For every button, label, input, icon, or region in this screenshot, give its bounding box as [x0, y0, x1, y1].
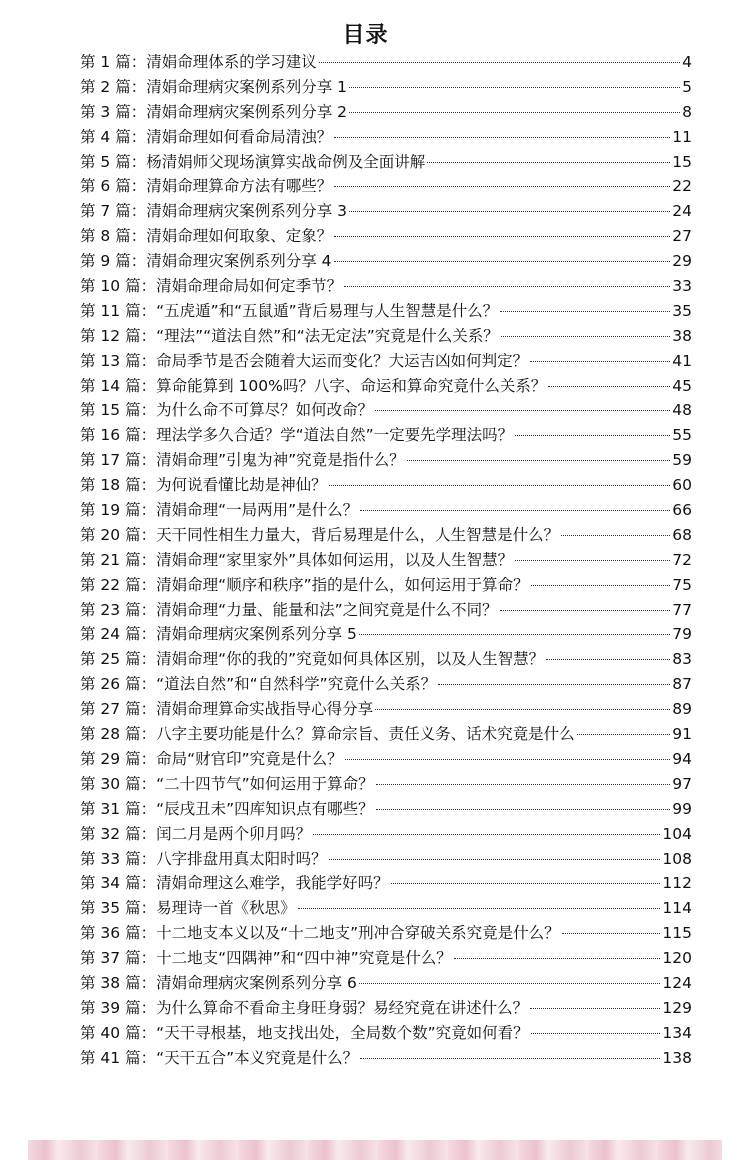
toc-entry[interactable] [80, 150, 692, 175]
toc-page-number: 60 [672, 476, 692, 495]
toc-entry[interactable] [80, 747, 692, 772]
toc-leader-dots [546, 659, 670, 660]
toc-leader-dots [391, 883, 661, 884]
toc-page-number: 8 [682, 102, 692, 121]
toc-entry[interactable] [80, 1021, 692, 1046]
toc-leader-dots [515, 560, 670, 561]
toc-entry-title: 第 1 篇：清娟命理体系的学习建议 [80, 53, 317, 71]
toc-entry[interactable] [80, 1046, 692, 1071]
toc-page-number: 104 [662, 824, 692, 843]
toc-leader-dots [500, 311, 670, 312]
toc-entry[interactable] [80, 971, 692, 996]
toc-page-number: 27 [672, 227, 692, 246]
toc-page-number: 38 [672, 326, 692, 345]
toc-leader-dots [562, 933, 661, 934]
toc-leader-dots [360, 1058, 660, 1059]
toc-leader-dots [454, 958, 661, 959]
toc-page-number: 79 [672, 625, 692, 644]
toc-page-number: 35 [672, 301, 692, 320]
toc-leader-dots [313, 834, 660, 835]
toc-leader-dots [376, 784, 671, 785]
toc-entry[interactable] [80, 697, 692, 722]
toc-page-number: 112 [662, 874, 692, 893]
toc-entry[interactable] [80, 622, 692, 647]
toc-entry-title: 第 11 篇：“五虎遁”和“五鼠遁”背后易理与人生智慧是什么？ [80, 301, 499, 320]
toc-page-number: 11 [672, 127, 692, 146]
toc-entry[interactable] [80, 921, 692, 946]
toc-entry-title: 第 30 篇：“二十四节气”如何运用于算命？ [80, 774, 374, 793]
toc-leader-dots [334, 137, 670, 138]
toc-leader-dots [561, 535, 670, 536]
toc-page-number: 41 [672, 351, 692, 370]
toc-entry-title: 第 38 篇：清娟命理病灾案例系列分享 6 [80, 973, 357, 992]
toc-page-number: 114 [662, 899, 692, 918]
toc-page-number: 45 [672, 376, 692, 395]
toc-page-number: 59 [672, 451, 692, 470]
toc-page-number: 97 [672, 774, 692, 793]
toc-page-number: 22 [672, 177, 692, 196]
toc-leader-dots [344, 286, 670, 287]
toc-entry[interactable] [80, 299, 692, 324]
toc-page-number: 4 [682, 53, 692, 71]
toc-entry-title: 第 13 篇：命局季节是否会随着大运而变化？大运吉凶如何判定？ [80, 351, 529, 370]
toc-entry-title: 第 34 篇：清娟命理这么难学，我能学好吗？ [80, 874, 389, 893]
toc-entry-title: 第 33 篇：八字排盘用真太阳时吗？ [80, 849, 327, 868]
toc-leader-dots [376, 809, 671, 810]
toc-leader-dots [500, 610, 671, 611]
toc-entry-title: 第 31 篇：“辰戌丑未”四库知识点有哪些？ [80, 799, 374, 818]
toc-entry-title: 第 6 篇：清娟命理算命方法有哪些？ [80, 177, 333, 196]
toc-page-number: 124 [662, 973, 692, 992]
toc-entry-title: 第 35 篇：易理诗一首《秋思》 [80, 899, 296, 918]
toc-entry-title: 第 2 篇：清娟命理病灾案例系列分享 1 [80, 77, 348, 96]
toc-page-number: 83 [672, 650, 692, 669]
toc-entry[interactable] [80, 374, 692, 399]
toc-entry-title: 第 18 篇：为何说看懂比劫是神仙？ [80, 476, 327, 495]
toc-entry-title: 第 9 篇：清娟命理灾案例系列分享 4 [80, 252, 332, 271]
toc-entry-title: 第 37 篇：十二地支“四隅神”和“四中神”究竟是什么？ [80, 949, 452, 968]
toc-entry[interactable] [80, 398, 692, 423]
toc-leader-dots [531, 585, 671, 586]
toc-entry-title: 第 39 篇：为什么算命不看命主身旺身弱？易经究竟在讲述什么？ [80, 998, 529, 1017]
toc-leader-dots [345, 759, 671, 760]
toc-entry-title: 第 19 篇：清娟命理“一局两用”是什么？ [80, 501, 359, 520]
toc-entry-title: 第 17 篇：清娟命理”引鬼为神”究竟是指什么？ [80, 451, 405, 470]
toc-entry[interactable] [80, 349, 692, 374]
toc-entry-title: 第 40 篇：“天干寻根基，地支找出处，全局数个数”究竟如何看？ [80, 1023, 529, 1042]
toc-leader-dots [375, 709, 670, 710]
toc-page-number: 99 [672, 799, 692, 818]
toc-entry-title: 第 36 篇：十二地支本义以及“十二地支”刑冲合穿破关系究竟是什么？ [80, 924, 560, 943]
toc-entry-title: 第 15 篇：为什么命不可算尽？如何改命？ [80, 401, 374, 420]
toc-entry[interactable] [80, 548, 692, 573]
toc-entry-title: 第 23 篇：清娟命理“力量、能量和法”之间究竟是什么不同？ [80, 600, 498, 619]
toc-leader-dots [531, 1033, 661, 1034]
toc-entry[interactable] [80, 523, 692, 548]
toc-entry-title: 第 26 篇：“道法自然”和“自然科学”究竟什么关系？ [80, 675, 437, 694]
toc-leader-dots [329, 859, 661, 860]
toc-leader-dots [359, 634, 670, 635]
toc-page-number: 75 [672, 575, 692, 594]
toc-entry[interactable] [80, 946, 692, 971]
toc-entry-title: 第 20 篇：天干同性相生力量大，背后易理是什么，人生智慧是什么？ [80, 525, 560, 544]
toc-page-number: 120 [662, 949, 692, 968]
toc-leader-dots [530, 1008, 660, 1009]
toc-entry[interactable] [80, 125, 692, 150]
toc-entry-title: 第 28 篇：八字主要功能是什么？算命宗旨、责任义务、话术究竟是什么 [80, 725, 575, 744]
toc-entry[interactable] [80, 996, 692, 1021]
toc-leader-dots [329, 485, 671, 486]
toc-entry[interactable] [80, 448, 692, 473]
toc-entry-title: 第 4 篇：清娟命理如何看命局清浊？ [80, 127, 333, 146]
toc-leader-dots [349, 112, 680, 113]
toc-page-number: 77 [672, 600, 692, 619]
toc-entry[interactable] [80, 573, 692, 598]
toc-entry-title: 第 29 篇：命局“财官印”究竟是什么？ [80, 749, 343, 768]
toc-entry[interactable] [80, 847, 692, 872]
toc-page-number: 87 [672, 675, 692, 694]
toc-leader-dots [427, 162, 670, 163]
toc-leader-dots [319, 62, 680, 63]
toc-entry[interactable] [80, 249, 692, 274]
toc-entry-title: 第 7 篇：清娟命理病灾案例系列分享 3 [80, 202, 348, 221]
toc-leader-dots [359, 983, 661, 984]
toc-leader-dots [349, 87, 680, 88]
toc-entry-title: 第 22 篇：清娟命理“顺序和秩序”指的是什么，如何运用于算命？ [80, 575, 529, 594]
toc-page-number: 33 [672, 277, 692, 296]
toc-page-number: 29 [672, 252, 692, 271]
toc-entry[interactable] [80, 423, 692, 448]
toc-entry-title: 第 24 篇：清娟命理病灾案例系列分享 5 [80, 625, 357, 644]
toc-entry-title: 第 12 篇：“理法”“道法自然”和“法无定法”究竟是什么关系？ [80, 326, 499, 345]
toc-entry[interactable] [80, 672, 692, 697]
toc-entry[interactable] [80, 274, 692, 299]
toc-entry[interactable] [80, 722, 692, 747]
toc-entry-title: 第 41 篇：“天干五合”本义究竟是什么？ [80, 1048, 359, 1067]
blurred-watermark-strip [28, 1140, 722, 1160]
toc-entry-title: 第 14 篇：算命能算到 100%吗？八字、命运和算命究竟什么关系？ [80, 376, 547, 395]
toc-page-number: 5 [682, 77, 692, 96]
toc-entry[interactable] [80, 473, 692, 498]
toc-entry[interactable] [80, 199, 692, 224]
toc-entry-title: 第 21 篇：清娟命理“家里家外”具体如何运用，以及人生智慧？ [80, 550, 514, 569]
toc-leader-dots [360, 510, 670, 511]
toc-leader-dots [349, 211, 670, 212]
toc-page-number: 89 [672, 700, 692, 719]
toc-leader-dots [515, 435, 670, 436]
toc-entry[interactable] [80, 822, 692, 847]
toc-page-number: 48 [672, 401, 692, 420]
toc-entry-title: 第 3 篇：清娟命理病灾案例系列分享 2 [80, 102, 348, 121]
toc-page-number: 72 [672, 550, 692, 569]
toc-leader-dots [298, 908, 661, 909]
toc-page-number: 138 [662, 1048, 692, 1067]
toc-entry-title: 第 16 篇：理法学多久合适？学“道法自然”一定要先学理法吗？ [80, 426, 514, 445]
toc-page-number: 55 [672, 426, 692, 445]
toc-leader-dots [334, 186, 670, 187]
toc-entry-title: 第 32 篇：闰二月是两个卯月吗？ [80, 824, 312, 843]
toc-entry[interactable] [80, 498, 692, 523]
toc-entry-title: 第 27 篇：清娟命理算命实战指导心得分享 [80, 700, 374, 719]
toc-entry[interactable] [80, 174, 692, 199]
toc-page-number: 115 [662, 924, 692, 943]
toc-page-number: 24 [672, 202, 692, 221]
toc-leader-dots [501, 336, 671, 337]
toc-entry[interactable] [80, 797, 692, 822]
toc-leader-dots [407, 460, 671, 461]
toc-leader-dots [375, 410, 670, 411]
toc-entry[interactable] [80, 598, 692, 623]
toc-leader-dots [577, 734, 671, 735]
toc-page-number: 129 [662, 998, 692, 1017]
toc-leader-dots [438, 684, 670, 685]
toc-entry[interactable] [80, 896, 692, 921]
toc-entry[interactable] [80, 647, 692, 672]
toc-page-number: 15 [672, 152, 692, 171]
toc-entry[interactable] [80, 871, 692, 896]
toc-page-number: 68 [672, 525, 692, 544]
page-title: 目录 [342, 23, 389, 48]
toc-leader-dots [334, 236, 670, 237]
toc-entry[interactable] [80, 224, 692, 249]
toc-page-number: 66 [672, 501, 692, 520]
toc-entry-title: 第 10 篇：清娟命理命局如何定季节？ [80, 277, 343, 296]
toc-page-number: 94 [672, 749, 692, 768]
toc-page-number: 134 [662, 1023, 692, 1042]
toc-entry[interactable] [80, 772, 692, 797]
toc-entry-title: 第 25 篇：清娟命理“你的我的”究竟如何具体区别，以及人生智慧？ [80, 650, 545, 669]
table-of-contents [80, 50, 692, 1071]
toc-leader-dots [334, 261, 671, 262]
toc-page-number: 91 [672, 725, 692, 744]
toc-entry[interactable] [80, 324, 692, 349]
toc-entry-title: 第 5 篇：杨清娟师父现场演算实战命例及全面讲解 [80, 152, 426, 171]
toc-entry[interactable] [80, 100, 692, 125]
toc-leader-dots [548, 386, 670, 387]
toc-leader-dots [530, 361, 670, 362]
toc-page-number: 108 [662, 849, 692, 868]
toc-entry-title: 第 8 篇：清娟命理如何取象、定象？ [80, 227, 333, 246]
toc-entry[interactable] [80, 75, 692, 100]
toc-entry[interactable] [80, 50, 692, 75]
